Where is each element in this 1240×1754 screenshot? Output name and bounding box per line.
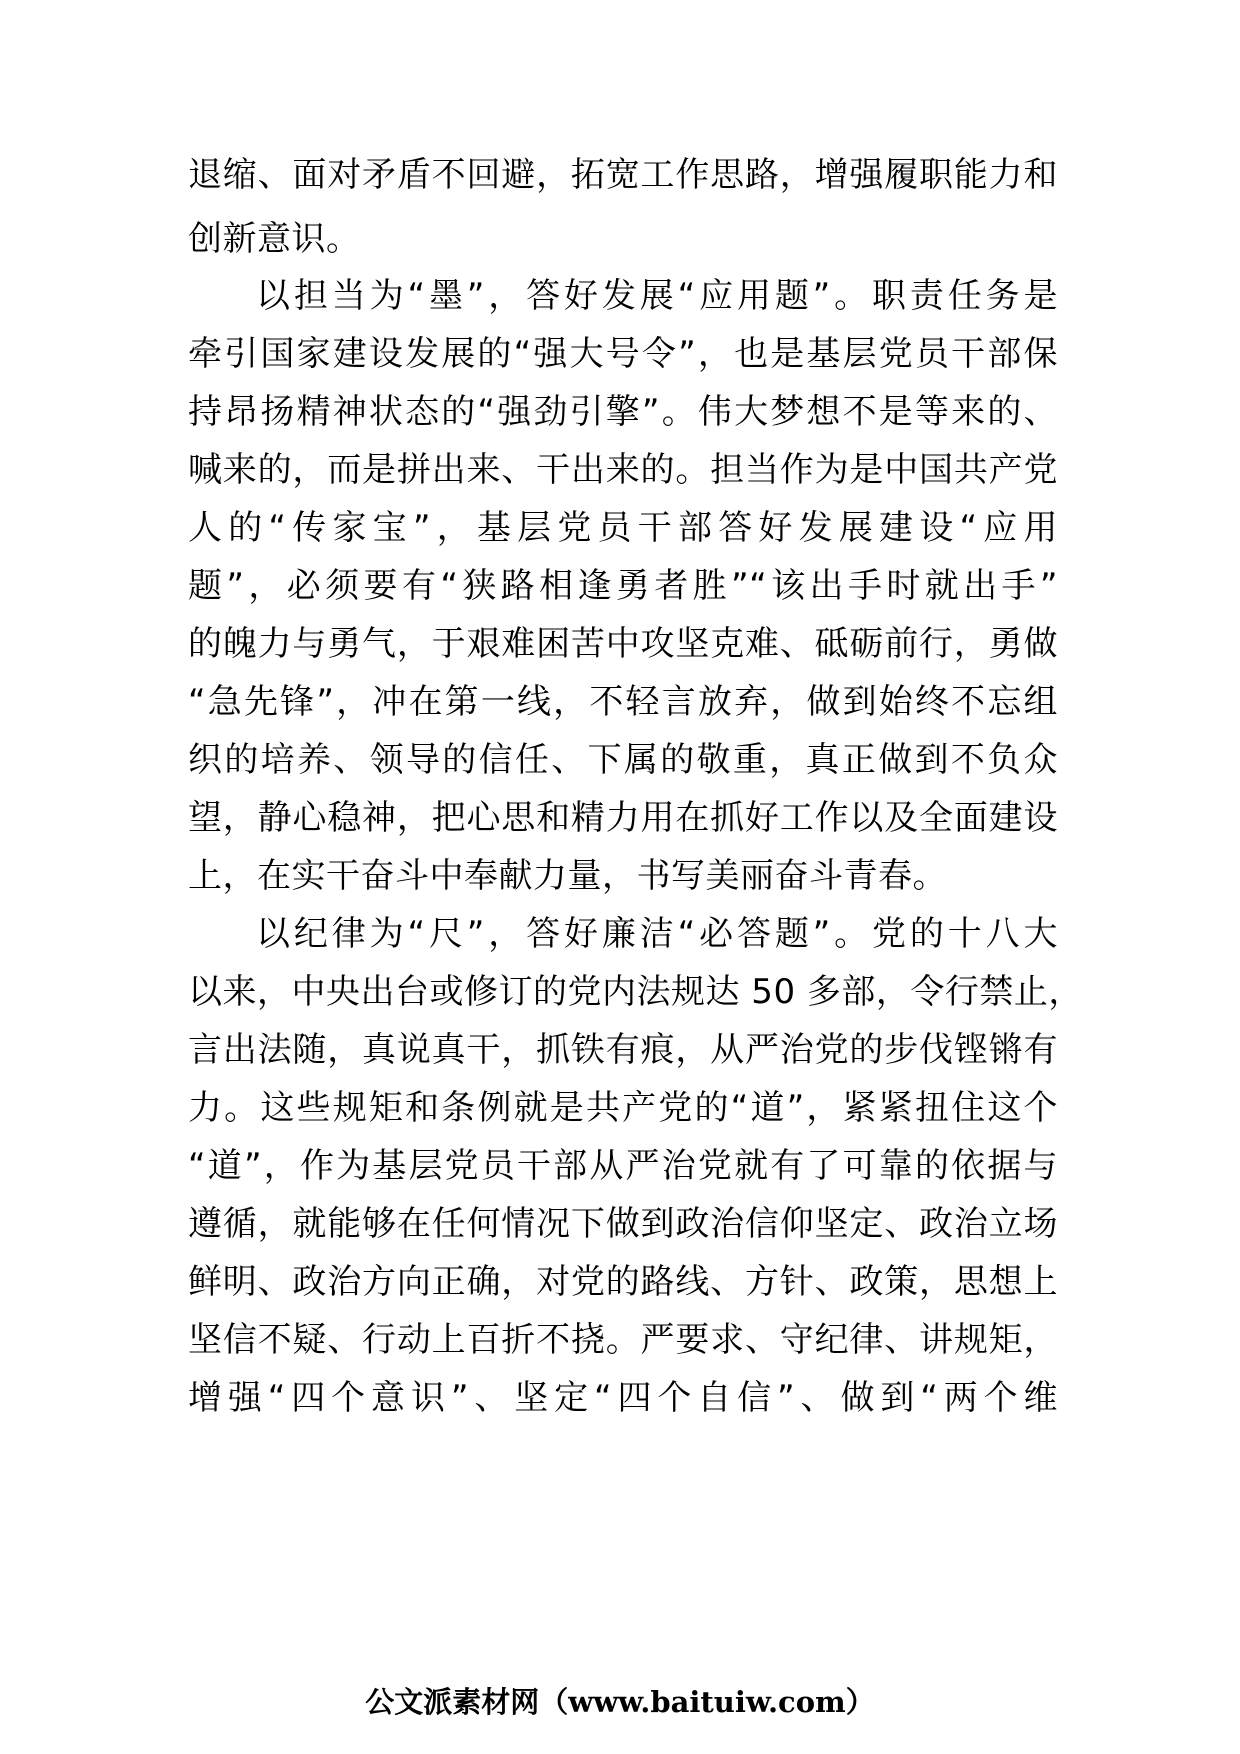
text-line: “急先锋”，冲在第一线，不轻言放弃，做到始终不忘组 xyxy=(188,682,1058,722)
text-line: 题”，必须要有“狭路相逢勇者胜”“该出手时就出手” xyxy=(188,566,1058,606)
text-line: 人的“传家宝”，基层党员干部答好发展建设“应用 xyxy=(188,508,1058,548)
text-line: “道”，作为基层党员干部从严治党就有了可靠的依据与 xyxy=(188,1146,1058,1186)
text-line: 的魄力与勇气，于艰难困苦中攻坚克难、砥砺前行，勇做 xyxy=(188,624,1058,664)
text-line: 创新意识。 xyxy=(188,219,361,259)
text-line: 牵引国家建设发展的“强大号令”，也是基层党员干部保 xyxy=(188,334,1058,374)
text-line: 言出法随，真说真干，抓铁有痕，从严治党的步伐铿锵有 xyxy=(188,1030,1058,1070)
paragraph-first-line: 以纪律为“尺”，答好廉洁“必答题”。党的十八大 xyxy=(256,914,1058,954)
text-line: 力。这些规矩和条例就是共产党的“道”，紧紧扭住这个 xyxy=(188,1088,1058,1128)
text-line: 坚信不疑、行动上百折不挠。严要求、守纪律、讲规矩， xyxy=(188,1320,1058,1360)
text-line: 以来，中央出台或修订的党内法规达 50 多部，令行禁止， xyxy=(188,972,1083,1012)
text-line: 织的培养、领导的信任、下属的敬重，真正做到不负众 xyxy=(188,740,1058,780)
text-line: 持昂扬精神状态的“强劲引擎”。伟大梦想不是等来的、 xyxy=(188,392,1058,432)
text-line: 退缩、面对矛盾不回避，拓宽工作思路，增强履职能力和 xyxy=(188,155,1058,195)
text-line: 上，在实干奋斗中奉献力量，书写美丽奋斗青春。 xyxy=(188,856,947,896)
text-line: 喊来的，而是拼出来、干出来的。担当作为是中国共产党 xyxy=(188,450,1058,490)
text-line: 增强“四个意识”、坚定“四个自信”、做到“两个维 xyxy=(188,1378,1058,1418)
text-line: 望，静心稳神，把心思和精力用在抓好工作以及全面建设 xyxy=(188,798,1058,838)
footer-source: 公文派素材网（www.baituiw.com） xyxy=(365,1685,875,1719)
paragraph-first-line: 以担当为“墨”，答好发展“应用题”。职责任务是 xyxy=(256,276,1058,316)
text-line: 遵循，就能够在任何情况下做到政治信仰坚定、政治立场 xyxy=(188,1204,1058,1244)
text-line: 鲜明、政治方向正确，对党的路线、方针、政策，思想上 xyxy=(188,1262,1058,1302)
